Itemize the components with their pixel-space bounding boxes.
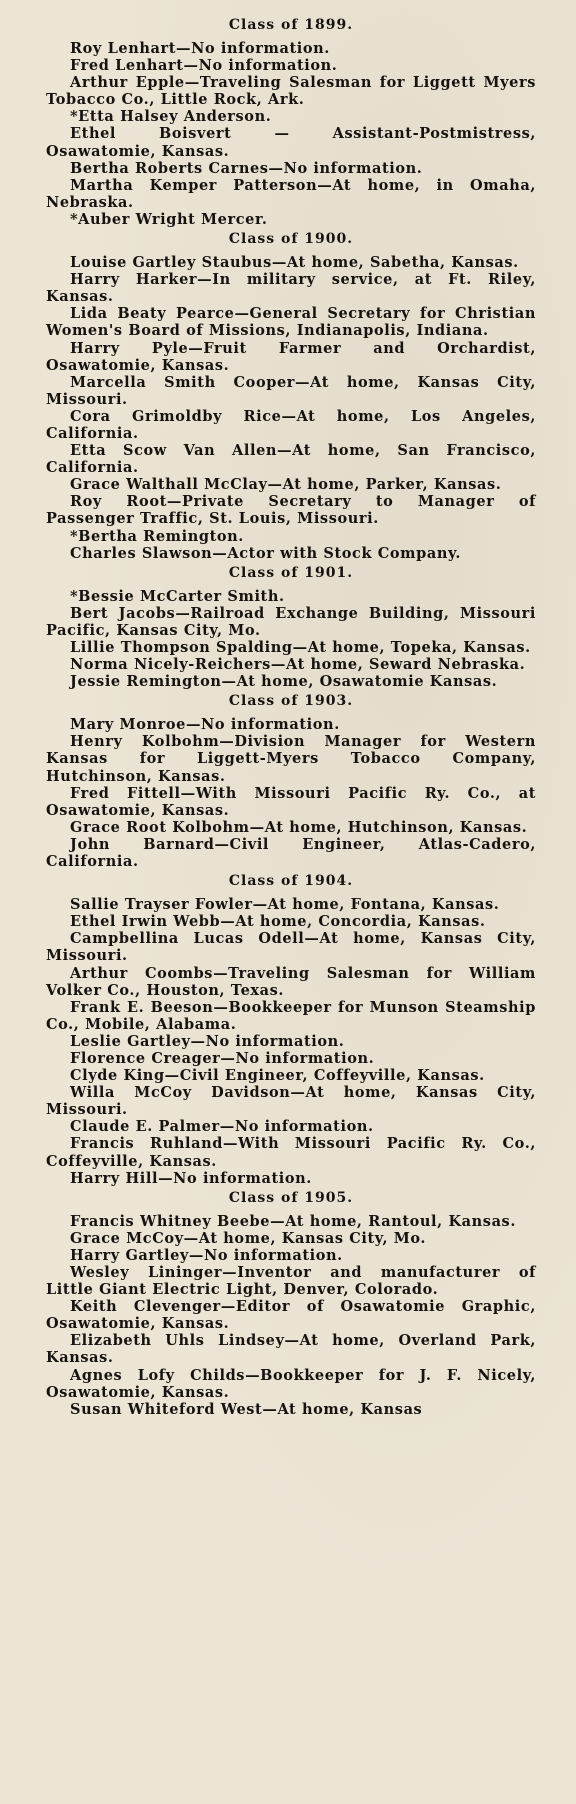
alumni-entry: Marcella Smith Cooper—At home, Kansas City, Missouri. bbox=[46, 373, 536, 408]
alumni-entry: Harry Hill—No information. bbox=[70, 1169, 312, 1187]
alumni-entry: Campbellina Lucas Odell—At home, Kansas City, Missouri. bbox=[46, 930, 536, 965]
alumni-entry: Wesley Lininger—Inventor and manufacturer of Little Giant Electric Light, Denver, Colorado. bbox=[46, 1264, 536, 1299]
alumni-entry: John Barnard—Civil Engineer, Atlas-Cadero, California. bbox=[46, 835, 536, 871]
alumni-entry: Willa McCoy Davidson—At home, Kansas City, Missouri. bbox=[46, 1084, 536, 1119]
alumni-entry: Harry Gartley—No information. bbox=[70, 1246, 343, 1264]
alumni-entry: Grace Walthall McClay—At home, Parker, Kansas. bbox=[70, 476, 502, 494]
alumni-entry: Frank E. Beeson—Bookkeeper for Munson Steamship Co., Mobile, Alabama. bbox=[46, 998, 536, 1033]
alumni-entry: Etta Scow Van Allen—At home, San Francisco, California. bbox=[46, 442, 536, 477]
alumni-entry: *Etta Halsey Anderson. bbox=[70, 108, 272, 126]
class-heading: Class of 1900. bbox=[228, 231, 354, 248]
class-heading: Class of 1904. bbox=[228, 873, 354, 890]
class-section bbox=[46, 228, 536, 562]
alumni-entry: Elizabeth Uhls Lindsey—At home, Overland Park, Kansas. bbox=[46, 1332, 536, 1367]
alumni-entry: Grace McCoy—At home, Kansas City, Mo. bbox=[70, 1229, 427, 1247]
alumni-entry: Martha Kemper Patterson—At home, in Omaha, Nebraska. bbox=[46, 176, 536, 211]
alumni-entry: Grace Root Kolbohm—At home, Hutchinson, Kansas. bbox=[70, 818, 528, 836]
alumni-entry: *Bessie McCarter Smith. bbox=[70, 587, 285, 605]
class-heading: Class of 1901. bbox=[228, 564, 354, 581]
class-section bbox=[46, 1187, 536, 1418]
alumni-entry: Lillie Thompson Spalding—At home, Topeka, Kansas. bbox=[70, 639, 531, 656]
class-section bbox=[46, 870, 536, 1187]
alumni-entry: Cora Grimoldby Rice—At home, Los Angeles, California. bbox=[46, 407, 536, 442]
alumni-entry: Claude E. Palmer—No information. bbox=[70, 1118, 374, 1136]
alumni-entry: Jessie Remington—At home, Osawatomie Kansas. bbox=[70, 673, 498, 691]
alumni-entry: Bert Jacobs—Railroad Exchange Building, Missouri Pacific, Kansas City, Mo. bbox=[46, 604, 536, 639]
class-heading: Class of 1903. bbox=[228, 693, 354, 710]
alumni-entry: Clyde King—Civil Engineer, Coffeyville, Kansas. bbox=[70, 1067, 485, 1085]
alumni-entry: Ethel Boisvert — Assistant-Postmistress, Osawatomie, Kansas. bbox=[46, 125, 536, 160]
alumni-entry: Bertha Roberts Carnes—No information. bbox=[70, 159, 423, 177]
alumni-entry: Henry Kolbohm—Division Manager for Western Kansas for Liggett-Myers Tobacco Company, Hutchinson, Kansas. bbox=[46, 733, 536, 785]
alumni-entry: Sallie Trayser Fowler—At home, Fontana, Kansas. bbox=[70, 896, 500, 914]
alumni-entry: *Auber Wright Mercer. bbox=[70, 210, 268, 228]
alumni-entry: Mary Monroe—No information. bbox=[70, 716, 340, 734]
alumni-entry: Harry Pyle—Fruit Farmer and Orchardist, Osawatomie, Kansas. bbox=[46, 339, 536, 374]
alumni-entry: Susan Whiteford West—At home, Kansas bbox=[70, 1400, 423, 1418]
class-heading: Class of 1899. bbox=[228, 17, 354, 33]
alumni-entry: Keith Clevenger—Editor of Osawatomie Graphic, Osawatomie, Kansas. bbox=[46, 1298, 536, 1333]
class-section bbox=[46, 690, 536, 870]
alumni-entry: *Bertha Remington. bbox=[70, 527, 244, 545]
alumni-entry: Roy Lenhart—No information. bbox=[70, 40, 330, 57]
class-section bbox=[46, 562, 536, 691]
alumni-entry: Ethel Irwin Webb—At home, Concordia, Kansas. bbox=[70, 913, 486, 931]
alumni-entry: Arthur Coombs—Traveling Salesman for William Volker Co., Houston, Texas. bbox=[46, 964, 536, 999]
alumni-entry: Charles Slawson—Actor with Stock Company. bbox=[70, 544, 462, 562]
alumni-entry: Harry Harker—In military service, at Ft. Riley, Kansas. bbox=[46, 271, 536, 306]
alumni-entry: Norma Nicely-Reichers—At home, Seward Nebraska. bbox=[70, 656, 526, 674]
alumni-entry: Roy Root—Private Secretary to Manager of Passenger Traffic, St. Louis, Missouri. bbox=[46, 493, 536, 528]
class-section bbox=[46, 14, 536, 228]
alumni-entry: Arthur Epple—Traveling Salesman for Liggett Myers Tobacco Co., Little Rock, Ark. bbox=[46, 74, 536, 109]
alumni-entry: Francis Whitney Beebe—At home, Rantoul, Kansas. bbox=[70, 1212, 516, 1230]
alumni-entry: Fred Fittell—With Missouri Pacific Ry. Co., at Osawatomie, Kansas. bbox=[46, 784, 536, 819]
alumni-entry: Fred Lenhart—No information. bbox=[70, 57, 338, 75]
alumni-entry: Lida Beaty Pearce—General Secretary for Christian Women's Board of Missions, Indianapolis, Indiana. bbox=[46, 305, 536, 340]
alumni-entry: Leslie Gartley—No information. bbox=[70, 1032, 345, 1050]
class-heading: Class of 1905. bbox=[228, 1189, 354, 1206]
alumni-entry: Louise Gartley Staubus—At home, Sabetha, Kansas. bbox=[70, 254, 519, 272]
alumni-entry: Agnes Lofy Childs—Bookkeeper for J. F. Nicely, Osawatomie, Kansas. bbox=[46, 1366, 536, 1401]
alumni-entry: Florence Creager—No information. bbox=[70, 1049, 375, 1067]
alumni-entry: Francis Ruhland—With Missouri Pacific Ry. Co., Coffeyville, Kansas. bbox=[46, 1135, 536, 1170]
